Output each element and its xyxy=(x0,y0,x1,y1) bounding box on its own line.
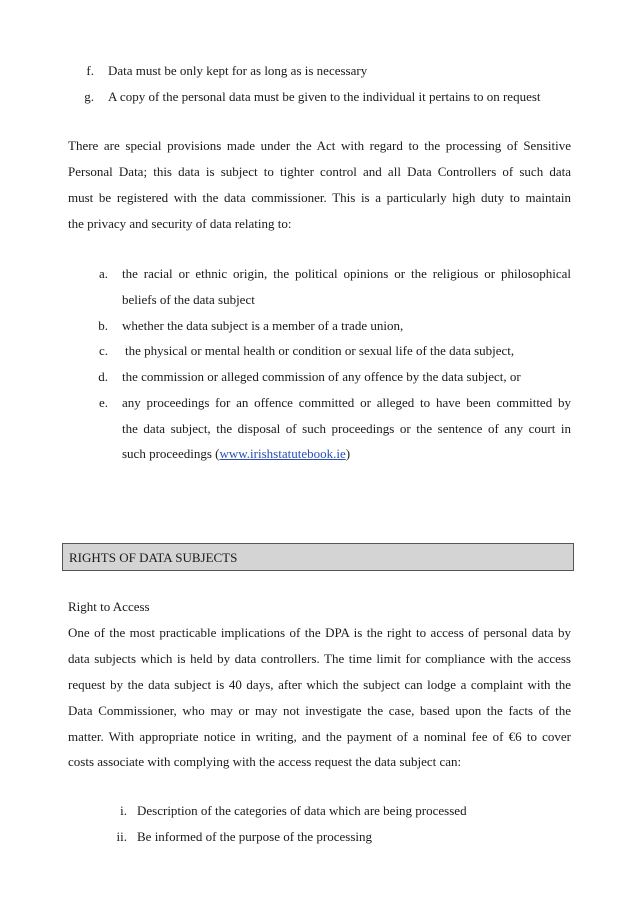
reference-prefix: such proceedings ( xyxy=(122,446,220,461)
paragraph-line: One of the most practicable implications of the DPA is the right to access of personal data by xyxy=(68,625,571,640)
list-marker: d. xyxy=(98,369,108,384)
list-item: Data must be only kept for as long as is necessary xyxy=(108,63,368,78)
list-marker: ii. xyxy=(116,829,127,844)
list-item-continuation xyxy=(122,446,350,462)
paragraph-line: matter. With appropriate notice in writing, and the payment of a nominal fee of €6 to cover xyxy=(68,729,571,744)
list-marker: i. xyxy=(120,803,127,818)
reference-suffix: ) xyxy=(345,446,351,461)
paragraph-line: the privacy and security of data relating to: xyxy=(68,216,292,231)
paragraph-line: request by the data subject is 40 days, after which the subject can lodge a complaint with the xyxy=(68,677,571,692)
list-marker: f. xyxy=(86,63,94,78)
list-item: any proceedings for an offence committed or alleged to have been committed by xyxy=(122,395,571,410)
list-item: Be informed of the purpose of the processing xyxy=(137,829,373,844)
list-item: whether the data subject is a member of a trade union, xyxy=(122,318,404,333)
list-marker: c. xyxy=(98,343,108,358)
list-marker: e. xyxy=(98,395,108,410)
statute-link[interactable]: www.irishstatutebook.ie xyxy=(219,446,346,461)
subheading: Right to Access xyxy=(68,599,150,614)
list-item-continuation: beliefs of the data subject xyxy=(122,292,255,307)
paragraph-line: There are special provisions made under the Act with regard to the processing of Sensitive xyxy=(68,138,571,153)
section-heading: RIGHTS OF DATA SUBJECTS xyxy=(69,550,238,565)
paragraph-line: data subjects which is held by data controllers. The time limit for compliance with the access xyxy=(68,651,571,666)
list-marker: a. xyxy=(98,266,108,281)
list-item: Description of the categories of data which are being processed xyxy=(137,803,467,818)
section-heading-box xyxy=(62,543,574,571)
list-marker: g. xyxy=(84,89,94,104)
list-item: the racial or ethnic origin, the political opinions or the religious or philosophical xyxy=(122,266,571,281)
list-item: the physical or mental health or condition or sexual life of the data subject, xyxy=(125,343,515,358)
paragraph-line: must be registered with the data commissioner. This is a particularly high duty to maintain xyxy=(68,190,571,205)
paragraph-line: Data Commissioner, who may or may not investigate the case, based upon the facts of the xyxy=(68,703,571,718)
list-item: A copy of the personal data must be given to the individual it pertains to on request xyxy=(108,89,541,104)
paragraph-line: Personal Data; this data is subject to tighter control and all Data Controllers of such data xyxy=(68,164,571,179)
list-marker: b. xyxy=(98,318,108,333)
paragraph-line: costs associate with complying with the access request the data subject can: xyxy=(68,754,462,769)
list-item-continuation: the data subject, the disposal of such proceedings or the sentence of any court in xyxy=(122,421,571,436)
list-item: the commission or alleged commission of any offence by the data subject, or xyxy=(122,369,521,384)
